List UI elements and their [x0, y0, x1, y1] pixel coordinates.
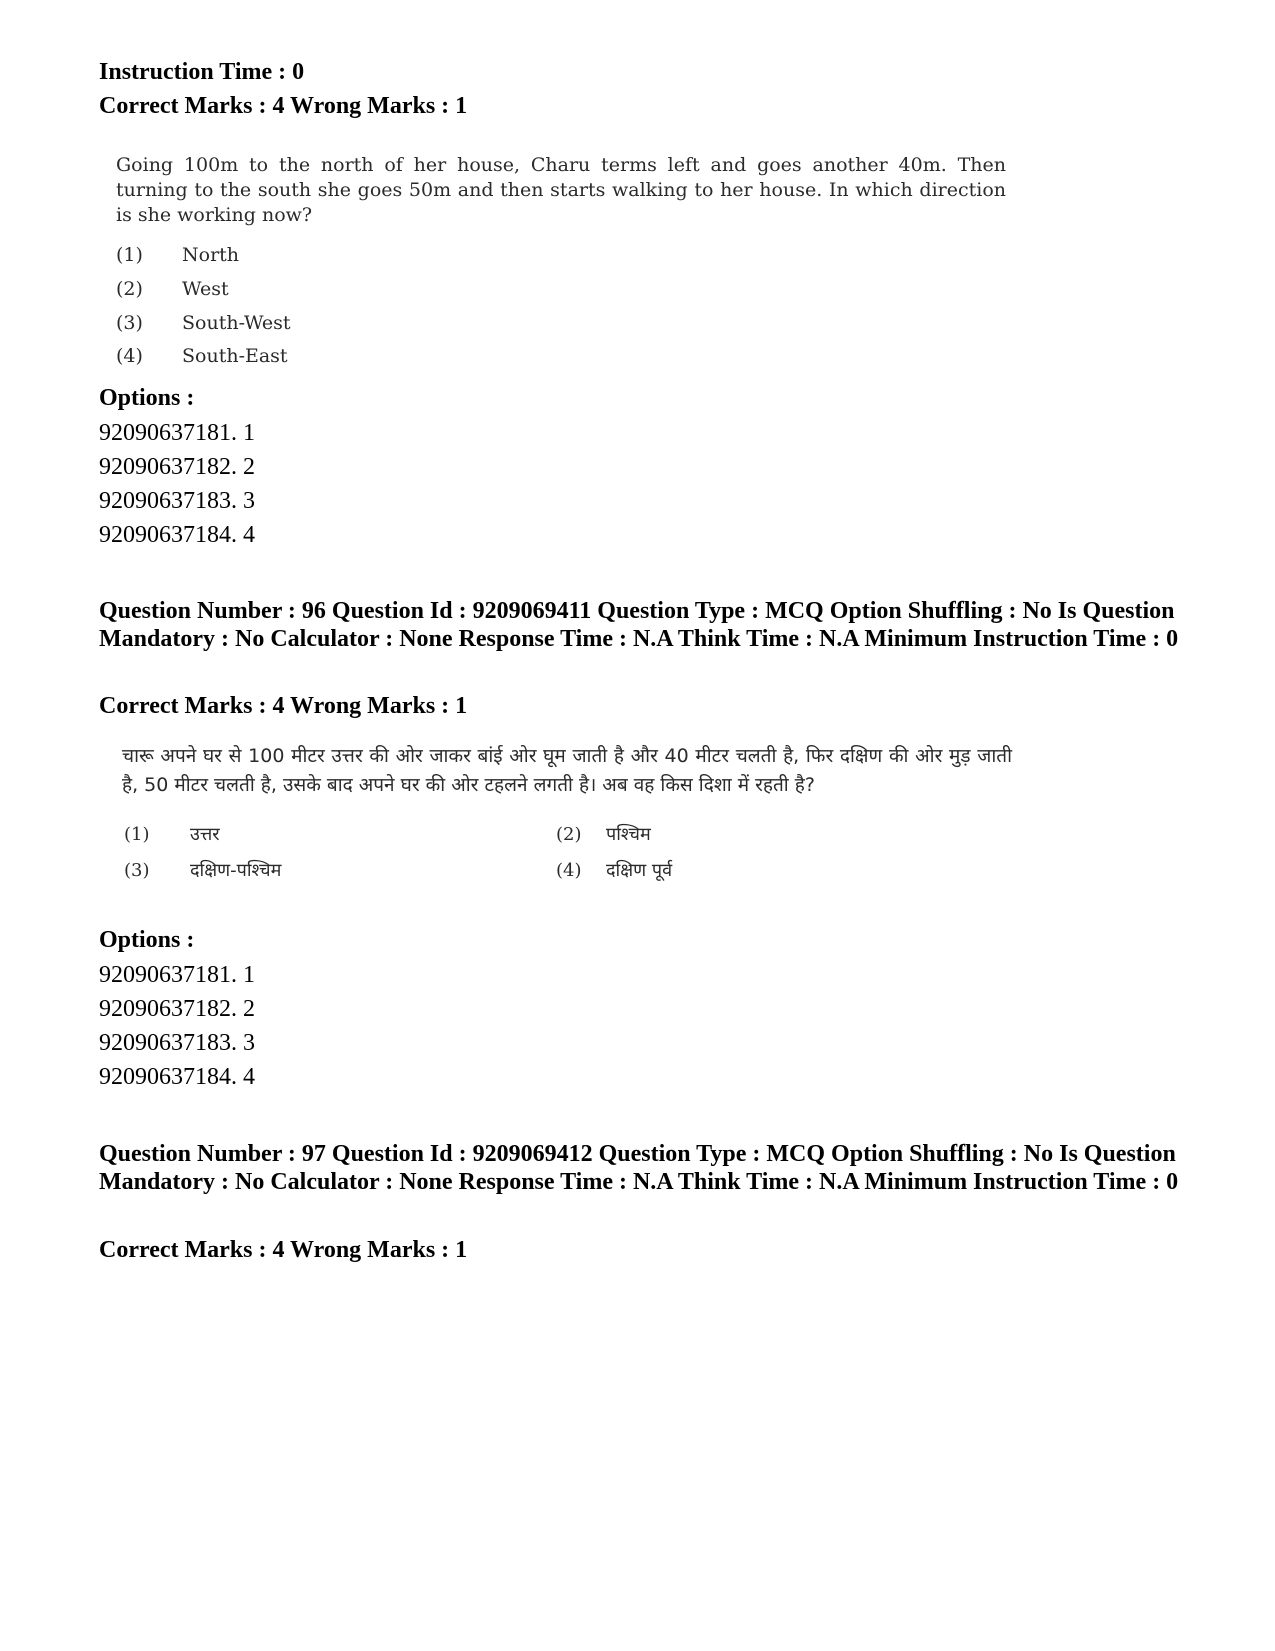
choice-number: (4) — [116, 345, 143, 367]
choice-label: दक्षिण पूर्व — [606, 860, 673, 881]
choice-number: (2) — [116, 278, 143, 300]
marks-line: Correct Marks : 4 Wrong Marks : 1 — [99, 1237, 468, 1263]
choice-label: South-West — [182, 312, 291, 334]
question-text: Going 100m to the north of her house, Charu terms left and goes another 40m. Then turning to the south she goes 50m and then starts walking to her house. In which direction is she working now? — [116, 154, 1006, 226]
choice-label: West — [182, 278, 229, 300]
option-id: 92090637181. 1 — [99, 962, 255, 988]
choice-label: दक्षिण-पश्चिम — [190, 860, 282, 881]
options-heading: Options : — [99, 927, 195, 953]
option-id: 92090637183. 3 — [99, 488, 255, 514]
choice-label: उत्तर — [190, 824, 220, 845]
choice-label: South-East — [182, 345, 288, 367]
question-choice — [124, 822, 220, 846]
choice-label: North — [182, 244, 240, 266]
marks-line: Correct Marks : 4 Wrong Marks : 1 — [99, 93, 468, 119]
question-choice — [116, 244, 239, 266]
question-choice — [124, 858, 281, 882]
question-choice — [556, 822, 651, 846]
option-id: 92090637184. 4 — [99, 1064, 255, 1090]
question-choice — [116, 278, 229, 300]
option-id: 92090637184. 4 — [99, 522, 255, 548]
question-choice — [556, 858, 672, 882]
question-header: Question Number : 97 Question Id : 9209069412 Question Type : MCQ Option Shuffling : No Is Question Mandatory : No Calculator : None Response Time : N.A Think Time : N.A Minimum Instruction Time : 0 — [99, 1141, 1179, 1195]
question-choice — [116, 345, 288, 367]
instruction-time: Instruction Time : 0 — [99, 59, 305, 85]
question-text: चारू अपने घर से 100 मीटर उत्तर की ओर जाकर बांई ओर घूम जाती है और 40 मीटर चलती है, फिर दक्षिण की ओर मुड़ जाती है, 50 मीटर चलती है, उसके बाद अपने घर की ओर टहलने लगती है। अब वह किस दिशा में रहती है? — [122, 745, 1012, 796]
option-id: 92090637182. 2 — [99, 454, 255, 480]
question-header: Question Number : 96 Question Id : 9209069411 Question Type : MCQ Option Shuffling : No Is Question Mandatory : No Calculator : None Response Time : N.A Think Time : N.A Minimum Instruction Time : 0 — [99, 598, 1179, 652]
option-id: 92090637183. 3 — [99, 1030, 255, 1056]
choice-number: (3) — [124, 860, 150, 881]
marks-line: Correct Marks : 4 Wrong Marks : 1 — [99, 693, 468, 719]
question-choice — [116, 312, 291, 334]
choice-number: (1) — [116, 244, 143, 266]
choice-number: (3) — [116, 312, 143, 334]
options-heading: Options : — [99, 385, 195, 411]
option-id: 92090637182. 2 — [99, 996, 255, 1022]
option-id: 92090637181. 1 — [99, 420, 255, 446]
choice-label: पश्चिम — [606, 824, 651, 845]
choice-number: (1) — [124, 824, 150, 845]
choice-number: (4) — [556, 860, 582, 881]
choice-number: (2) — [556, 824, 582, 845]
